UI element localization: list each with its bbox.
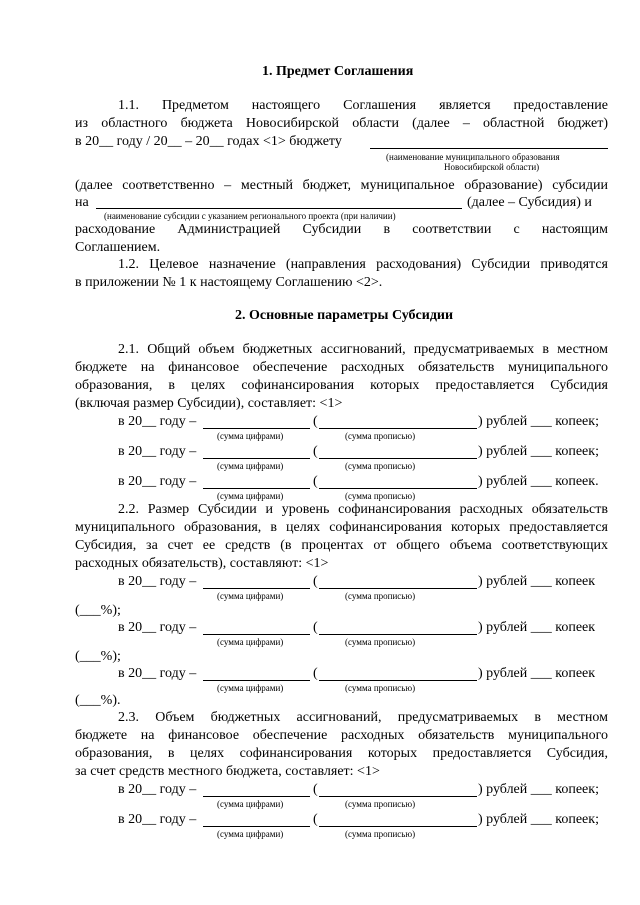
paragraph-1-1-line-5-start: на	[75, 195, 89, 210]
paragraph-1-2-line-2: в приложении № 1 к настоящему Соглашению <2>.	[75, 275, 383, 290]
amount-digits-field[interactable]	[203, 680, 310, 681]
amount-digits-field[interactable]	[203, 428, 310, 429]
year-row-label: в 20__ году –	[118, 414, 197, 429]
open-paren: (	[313, 474, 318, 489]
open-paren: (	[313, 620, 318, 635]
percent-field[interactable]: (___%);	[75, 603, 121, 618]
amount-words-field[interactable]	[319, 680, 477, 681]
rubles-kopecks-label: ) рублей ___ копеек;	[478, 782, 599, 797]
digits-caption: (сумма цифрами)	[217, 491, 284, 501]
paragraph-2-2-line-2: муниципального образования, в целях софинансирования которых предоставляется	[75, 520, 608, 535]
amount-words-field[interactable]	[319, 796, 477, 797]
rubles-kopecks-label: ) рублей ___ копеек	[478, 666, 596, 681]
municipality-name-field[interactable]	[370, 148, 608, 149]
open-paren: (	[313, 574, 318, 589]
paragraph-2-1-line-4: (включая размер Субсидии), составляет: <1>	[75, 396, 343, 411]
open-paren: (	[313, 782, 318, 797]
paragraph-2-2-line-4: расходных обязательств), составляют: <1>	[75, 556, 329, 571]
paragraph-1-1-line-1: 1.1. Предметом настоящего Соглашения является предоставление	[118, 98, 608, 113]
digits-caption: (сумма цифрами)	[217, 799, 284, 809]
words-caption: (сумма прописью)	[345, 799, 416, 809]
paragraph-1-2-line-1: 1.2. Целевое назначение (направления расходования) Субсидии приводятся	[118, 257, 608, 272]
amount-words-field[interactable]	[319, 428, 477, 429]
words-caption: (сумма прописью)	[345, 683, 416, 693]
digits-caption: (сумма цифрами)	[217, 591, 284, 601]
paragraph-2-1-line-3: образования, в целях софинансирования которых предоставляется Субсидия	[75, 378, 608, 393]
municipality-caption-line-2: Новосибирской области)	[444, 162, 540, 172]
year-row-label: в 20__ году –	[118, 620, 197, 635]
rubles-kopecks-label: ) рублей ___ копеек;	[478, 812, 599, 827]
percent-field[interactable]: (___%);	[75, 649, 121, 664]
paragraph-1-1-line-2: из областного бюджета Новосибирской области (далее – областной бюджет)	[75, 116, 608, 131]
digits-caption: (сумма цифрами)	[217, 431, 284, 441]
year-row-label: в 20__ году –	[118, 782, 197, 797]
digits-caption: (сумма цифрами)	[217, 637, 284, 647]
paragraph-1-1-line-4: (далее соответственно – местный бюджет, муниципальное образование) субсидии	[75, 178, 608, 193]
open-paren: (	[313, 444, 318, 459]
subsidy-name-field[interactable]	[96, 208, 462, 209]
digits-caption: (сумма цифрами)	[217, 683, 284, 693]
digits-caption: (сумма цифрами)	[217, 829, 284, 839]
rubles-kopecks-label: ) рублей ___ копеек	[478, 620, 596, 635]
percent-field[interactable]: (___%).	[75, 693, 121, 708]
amount-digits-field[interactable]	[203, 488, 310, 489]
words-caption: (сумма прописью)	[345, 591, 416, 601]
open-paren: (	[313, 812, 318, 827]
rubles-kopecks-label: ) рублей ___ копеек	[478, 574, 596, 589]
municipality-caption-line-1: (наименование муниципального образования	[386, 152, 560, 162]
subsidy-name-caption: (наименование субсидии с указанием регионального проекта (при наличии)	[104, 211, 396, 221]
words-caption: (сумма прописью)	[345, 491, 416, 501]
rubles-kopecks-label: ) рублей ___ копеек;	[478, 414, 599, 429]
amount-digits-field[interactable]	[203, 826, 310, 827]
amount-words-field[interactable]	[319, 826, 477, 827]
amount-digits-field[interactable]	[203, 796, 310, 797]
year-row-label: в 20__ году –	[118, 574, 197, 589]
year-row-label: в 20__ году –	[118, 444, 197, 459]
paragraph-2-3-line-1: 2.3. Объем бюджетных ассигнований, предусматриваемых в местном	[118, 710, 608, 725]
words-caption: (сумма прописью)	[345, 829, 416, 839]
rubles-kopecks-label: ) рублей ___ копеек;	[478, 444, 599, 459]
paragraph-2-3-line-4: за счет средств местного бюджета, составляет: <1>	[75, 764, 380, 779]
amount-words-field[interactable]	[319, 488, 477, 489]
amount-digits-field[interactable]	[203, 634, 310, 635]
amount-digits-field[interactable]	[203, 588, 310, 589]
digits-caption: (сумма цифрами)	[217, 461, 284, 471]
words-caption: (сумма прописью)	[345, 637, 416, 647]
section-1-heading: 1. Предмет Соглашения	[262, 64, 414, 79]
rubles-kopecks-label: ) рублей ___ копеек.	[478, 474, 599, 489]
open-paren: (	[313, 414, 318, 429]
paragraph-1-1-line-7: Соглашением.	[75, 240, 161, 255]
paragraph-1-1-line-6: расходование Администрацией Субсидии в соответствии с настоящим	[75, 222, 608, 237]
year-row-label: в 20__ году –	[118, 474, 197, 489]
section-2-heading: 2. Основные параметры Субсидии	[235, 308, 454, 323]
paragraph-2-3-line-2: бюджете на финансовое обеспечение расходных обязательств муниципального	[75, 728, 608, 743]
paragraph-2-1-line-2: бюджете на финансовое обеспечение расходных обязательств муниципального	[75, 360, 608, 375]
paragraph-2-2-line-3: Субсидия, за счет ее средств (в процентах от общего объема соответствующих	[75, 538, 608, 553]
year-row-label: в 20__ году –	[118, 812, 197, 827]
amount-words-field[interactable]	[319, 458, 477, 459]
words-caption: (сумма прописью)	[345, 461, 416, 471]
paragraph-1-1-line-5-end: (далее – Субсидия) и	[467, 195, 592, 210]
paragraph-2-3-line-3: образования, в целях софинансирования которых предоставляется Субсидия,	[75, 746, 608, 761]
year-row-label: в 20__ году –	[118, 666, 197, 681]
paragraph-2-2-line-1: 2.2. Размер Субсидии и уровень софинансирования расходных обязательств	[118, 502, 608, 517]
open-paren: (	[313, 666, 318, 681]
words-caption: (сумма прописью)	[345, 431, 416, 441]
amount-digits-field[interactable]	[203, 458, 310, 459]
paragraph-2-1-line-1: 2.1. Общий объем бюджетных ассигнований, предусматриваемых в местном	[118, 342, 608, 357]
amount-words-field[interactable]	[319, 634, 477, 635]
paragraph-1-1-line-3: в 20__ году / 20__ – 20__ годах <1> бюджету	[75, 134, 342, 149]
amount-words-field[interactable]	[319, 588, 477, 589]
